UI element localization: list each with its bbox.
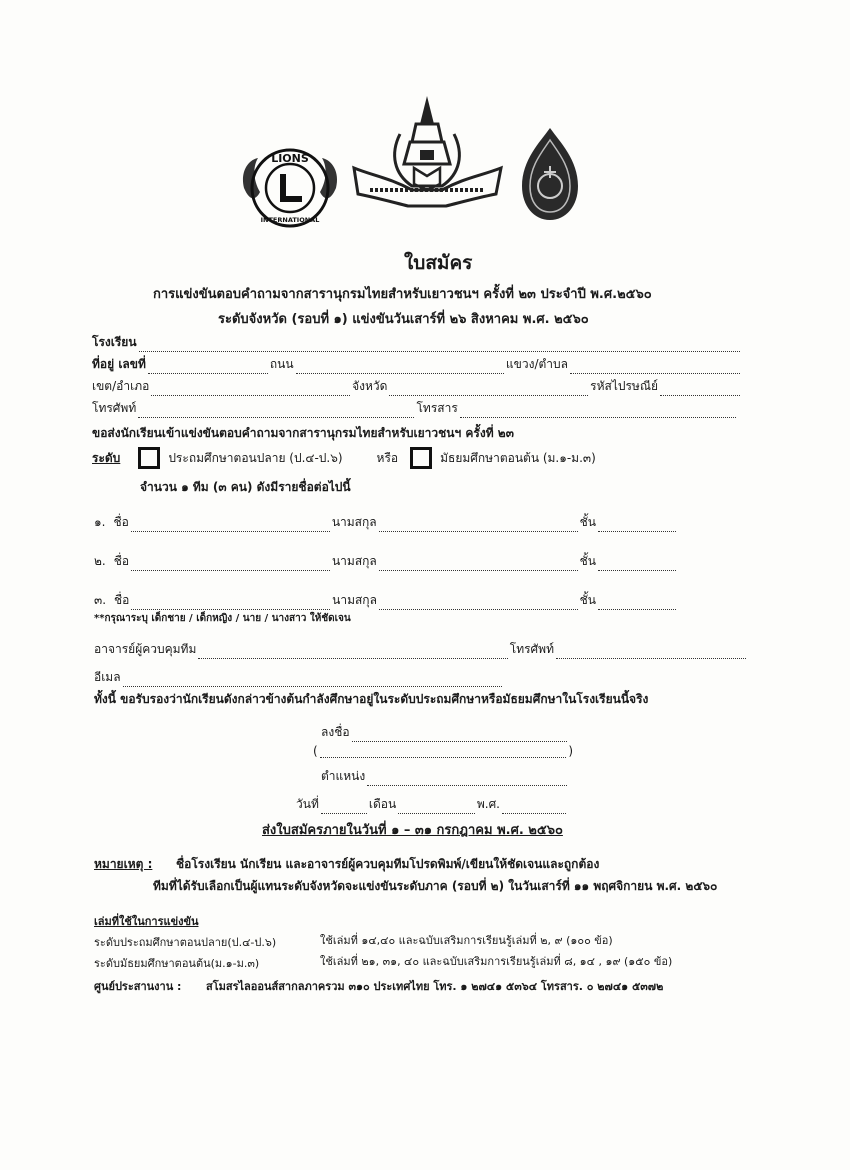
road-field[interactable]: [296, 361, 504, 374]
open-paren: (: [313, 744, 318, 758]
province-label: จังหวัด: [352, 379, 388, 393]
road-label: ถนน: [269, 357, 294, 371]
coordinator-text: สโมสรไลออนส์สากลภาครวม ๓๑๐ ประเทศไทย โทร. ๑ ๒๗๔๑ ๕๓๖๔ โทรสาร. ๐ ๒๗๔๑ ๕๓๗๒: [206, 980, 664, 993]
postcode-label: รหัสไปรษณีย์: [590, 379, 659, 393]
student-name-field[interactable]: [131, 558, 330, 571]
ministry-logo: [520, 126, 580, 222]
certify-text: ทั้งนี้ ขอรับรองว่านักเรียนดังกล่าวข้างต้นกำลังศึกษาอยู่ในระดับประถมศึกษาหรือมัธยมศึกษาในโรงเรียนนี้จริง: [94, 692, 649, 706]
lions-bottom-text: INTERNATIONAL: [260, 216, 320, 224]
student-number: ๑.: [94, 515, 106, 529]
primary-checkbox[interactable]: [138, 447, 160, 469]
school-field[interactable]: [139, 339, 740, 352]
student-grade-field[interactable]: [598, 519, 676, 532]
student-surname-label: นามสกุล: [331, 515, 377, 529]
email-label: อีเมล: [94, 670, 121, 684]
email-field[interactable]: [123, 674, 502, 687]
student-surname-field[interactable]: [379, 558, 578, 571]
competition-line: การแข่งขันตอบคำถามจากสารานุกรมไทยสำหรับเยาวชนฯ ครั้งที่ ๒๓ ประจำปี พ.ศ.๒๕๖๐: [153, 287, 652, 302]
school-row: [92, 333, 742, 352]
student-name-label: ชื่อ: [113, 515, 129, 529]
student-grade-label: ชั้น: [579, 593, 597, 607]
position-label: ตำแหน่ง: [321, 769, 366, 783]
address-number-field[interactable]: [148, 361, 268, 374]
secondary-option-label: มัธยมศึกษาตอนต้น (ม.๑-ม.๓): [440, 450, 596, 465]
student-surname-field[interactable]: [379, 597, 578, 610]
title-note: **กรุณาระบุ เด็กชาย / เด็กหญิง / นาย / นางสาว ให้ชัดเจน: [94, 613, 351, 624]
district-label: เขต/อำเภอ: [92, 379, 150, 393]
books-heading: เล่มที่ใช้ในการแข่งขัน: [94, 915, 199, 928]
books-row-secondary-level: ระดับมัธยมศึกษาตอนต้น(ม.๑-ม.๓): [94, 957, 260, 970]
year-field[interactable]: [502, 801, 566, 814]
student-grade-label: ชั้น: [579, 515, 597, 529]
close-paren: ): [568, 744, 573, 758]
student-row-3: [94, 591, 678, 610]
student-row-2: [94, 552, 678, 571]
note-line-1: ชื่อโรงเรียน นักเรียน และอาจารย์ผู้ควบคุมทีมโปรดพิมพ์/เขียนให้ชัดเจนและถูกต้อง: [176, 857, 600, 871]
teacher-field[interactable]: [198, 646, 507, 659]
district-field[interactable]: [151, 383, 350, 396]
lions-logo: [236, 142, 344, 234]
books-row-secondary-books: ใช้เล่มที่ ๒๑, ๓๑, ๔๐ และฉบับเสริมการเรียนรู้เล่มที่ ๘, ๑๔ , ๑๙ (๑๕๐ ข้อ): [320, 955, 673, 968]
student-surname-label: นามสกุล: [331, 554, 377, 568]
position-field[interactable]: [367, 773, 567, 786]
position-row: [321, 767, 569, 786]
student-grade-label: ชั้น: [579, 554, 596, 568]
sign-label: ลงชื่อ: [321, 725, 350, 739]
books-row-primary-books: ใช้เล่มที่ ๑๔,๔๐ และฉบับเสริมการเรียนรู้เล่มที่ ๒, ๙ (๑๐๐ ข้อ): [320, 934, 613, 947]
teacher-row: [94, 640, 748, 659]
year-label: พ.ศ.: [476, 797, 500, 811]
student-number: ๒.: [94, 554, 106, 568]
round-line: ระดับจังหวัด (รอบที่ ๑) แข่งขันวันเสาร์ที่ ๒๖ สิงหาคม พ.ศ. ๒๕๖๐: [218, 312, 589, 327]
lions-top-text: LIONS: [271, 152, 309, 165]
date-row: [296, 795, 568, 814]
day-field[interactable]: [321, 801, 367, 814]
school-label: โรงเรียน: [92, 335, 137, 349]
subdistrict-label: แขวง/ตำบล: [505, 357, 568, 371]
student-name-label: ชื่อ: [114, 593, 130, 607]
or-label: หรือ: [376, 450, 399, 465]
coordinator-label: ศูนย์ประสานงาน :: [94, 980, 182, 993]
subdistrict-field[interactable]: [570, 361, 740, 374]
phone-label: โทรศัพท์: [92, 401, 137, 415]
month-label: เดือน: [368, 797, 397, 811]
sign-row: [321, 723, 569, 742]
name-paren-row: [313, 744, 573, 758]
team-note: จำนวน ๑ ทีม (๓ คน) ดังมีรายชื่อต่อไปนี้: [140, 480, 351, 494]
fax-label: โทรสาร: [416, 401, 458, 415]
level-row: [92, 447, 596, 469]
signer-name-field[interactable]: [320, 745, 567, 758]
student-grade-field[interactable]: [598, 558, 676, 571]
student-surname-label: นามสกุล: [332, 593, 377, 607]
note-label: หมายเหตุ :: [94, 857, 153, 871]
level-label: ระดับ: [92, 450, 121, 465]
teacher-phone-label: โทรศัพท์: [509, 642, 554, 656]
address-label: ที่อยู่ เลขที่: [92, 357, 146, 371]
address-row: [92, 355, 742, 374]
student-surname-field[interactable]: [379, 519, 578, 532]
student-name-label: ชื่อ: [113, 554, 130, 568]
thai-encyclopedia-logo: [350, 94, 505, 209]
student-number: ๓.: [94, 593, 107, 607]
sign-field[interactable]: [352, 729, 567, 742]
phone-row: [92, 399, 738, 418]
deadline-text: ส่งใบสมัครภายในวันที่ ๑ – ๓๑ กรกฎาคม พ.ศ. ๒๕๖๐: [262, 823, 563, 838]
month-field[interactable]: [398, 801, 475, 814]
books-row-primary-level: ระดับประถมศึกษาตอนปลาย(ป.๔-ป.๖): [94, 936, 277, 949]
district-row: [92, 377, 742, 396]
date-label: วันที่: [296, 797, 319, 811]
postcode-field[interactable]: [660, 383, 740, 396]
student-row-1: [94, 513, 678, 532]
student-grade-field[interactable]: [598, 597, 676, 610]
form-title: ใบสมัคร: [404, 252, 473, 274]
phone-field[interactable]: [138, 405, 414, 418]
student-name-field[interactable]: [131, 597, 330, 610]
request-text: ขอส่งนักเรียนเข้าแข่งขันตอบคำถามจากสารานุกรมไทยสำหรับเยาวชนฯ ครั้งที่ ๒๓: [92, 426, 514, 440]
note-line-2: ทีมที่ได้รับเลือกเป็นผู้แทนระดับจังหวัดจะแข่งขันระดับภาค (รอบที่ ๒) ในวันเสาร์ที่ ๑๑ พฤศจิกายน พ.ศ. ๒๕๖๐: [153, 879, 718, 893]
secondary-checkbox[interactable]: [410, 447, 432, 469]
student-name-field[interactable]: [131, 519, 330, 532]
teacher-label: อาจารย์ผู้ควบคุมทีม: [94, 642, 197, 656]
fax-field[interactable]: [460, 405, 736, 418]
province-field[interactable]: [389, 383, 588, 396]
primary-option-label: ประถมศึกษาตอนปลาย (ป.๔-ป.๖): [168, 450, 343, 465]
teacher-phone-field[interactable]: [556, 646, 746, 659]
email-row: [94, 668, 504, 687]
